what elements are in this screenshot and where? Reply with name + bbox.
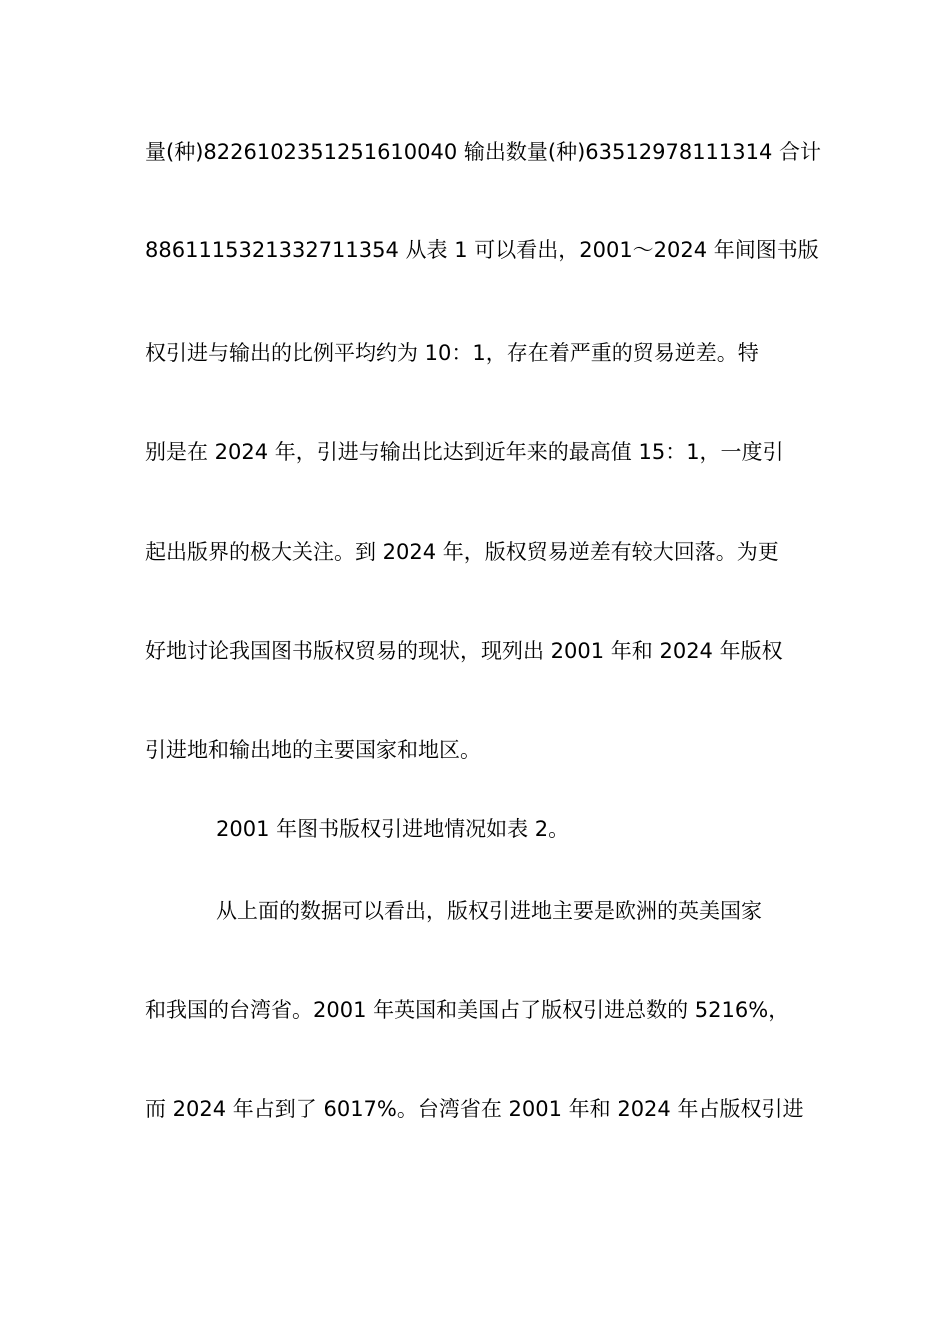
text-line: 起出版界的极大关注。到 2024 年，版权贸易逆差有较大回落。为更 [145,540,779,564]
text-line: 量(种)8226102351251610040 输出数量(种)63512978111314 合计 [145,140,822,164]
text-line: 引进地和输出地的主要国家和地区。 [145,738,481,762]
text-line: 权引进与输出的比例平均约为 10：1，存在着严重的贸易逆差。特 [145,341,759,365]
text-line: 和我国的台湾省。2001 年英国和美国占了版权引进总数的 5216%， [145,998,790,1022]
paragraph-first-line: 从上面的数据可以看出，版权引进地主要是欧洲的英美国家 [216,899,762,923]
paragraph-first-line: 2001 年图书版权引进地情况如表 2。 [216,817,570,841]
text-line: 8861115321332711354 从表 1 可以看出，2001～2024 年间图书版 [145,238,819,262]
text-line: 好地讨论我国图书版权贸易的现状，现列出 2001 年和 2024 年版权 [145,639,783,663]
text-line: 别是在 2024 年，引进与输出比达到近年来的最高值 15：1，一度引 [145,440,784,464]
text-line: 而 2024 年占到了 6017%。台湾省在 2001 年和 2024 年占版权引进 [145,1097,804,1121]
